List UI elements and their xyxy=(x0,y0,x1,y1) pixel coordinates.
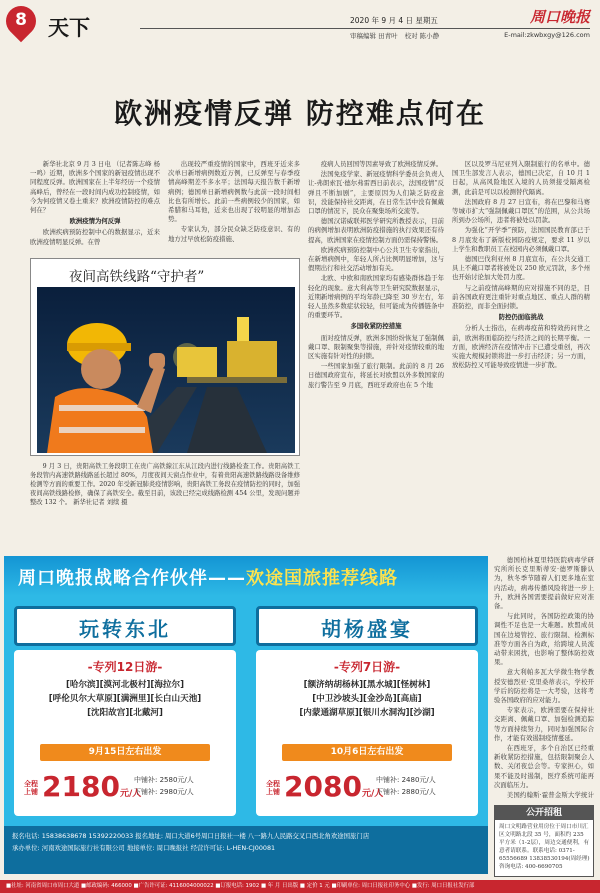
departure-date: 9月15日左右出发 xyxy=(40,744,210,761)
ad-contact-line: 报名电话: 15838638678 15392220033 报名地址: 周口大道6号周口日报社一楼 八一路九人民路交叉口西北角欢途国旅门店 xyxy=(12,832,370,840)
header-divider xyxy=(140,28,590,29)
page-footer: ■社址: 河南省周口市周口大道 ■邮政编码: 466000 ■广告许可证: 4116004000022 ■订报电话: 1902 ■ 年 月 日出版 ■ 定价 1 元 ■印刷单位: 周口日报社印务中心 ■发行: 周口日报社发行部 xyxy=(0,880,600,893)
issue-date: 2020 年 9 月 4 日 星期五 xyxy=(350,16,438,25)
page-number-badge xyxy=(6,6,36,44)
article-paragraph: 德国汉诺威联邦医学研究所教授表示，目前的病例增加表明欧洲防疫措施的执行效果还有待提高，欧洲国家在疫情控制方面仍需保持警惕。 xyxy=(308,217,444,244)
tour-destinations xyxy=(24,678,226,720)
article-paragraph: 德国巴伐利亚州 8 月底宣布，在公共交通工具上不戴口罩者将被处以 250 欧元罚款，多个州也开始讨论加大处罚力度。 xyxy=(452,255,590,282)
price-label: 全程上铺 xyxy=(24,780,38,796)
price-unit: 元/人 xyxy=(119,789,142,799)
price-value: 2080 xyxy=(284,770,362,803)
tour-card-body xyxy=(14,650,236,816)
destination-line: [内蒙通湖草原][银川水洞沟][沙湖] xyxy=(299,708,435,718)
article-column-2 xyxy=(168,160,300,256)
article-paragraph: 一些国家加强了旅行限制。此前的 8 月 26 日德国政府宣布，将延长对欧盟以外多数国家的旅行警告至 9 月底，西班牙政府也在 5 个地 xyxy=(308,362,444,389)
article-paragraph: 与此同时，各国防控政策的协调性不足也是一大难题。欧盟成员国在边境管控、旅行限制、检测标准等方面各自为政，给跨境人员流动带来困扰，也影响了整体防控效果。 xyxy=(494,612,594,667)
news-photo-frame xyxy=(30,258,300,456)
article-subheading: 多国收紧防控措施 xyxy=(350,322,402,331)
contact-email[interactable]: E-mail:zkwbxgy@126.com xyxy=(504,31,590,39)
rental-notice-title: 公开招租 xyxy=(495,806,593,820)
newspaper-logo: 周口晚报 xyxy=(529,8,590,26)
price-value: 2180 xyxy=(42,770,120,803)
tour-card-body xyxy=(256,650,478,816)
article-headline: 欧洲疫情反弹 防控难点何在 xyxy=(114,97,486,130)
tour-subtitle: -专列12日游- xyxy=(87,660,163,674)
ad-contact-footer xyxy=(4,826,488,874)
article-paragraph: 北欧、中欧和南欧国家均有感染群体趋于年轻化的现象。意大利高等卫生研究院数据显示，近期新增病例的平均年龄已降至 30 岁左右，年轻人虽然多数症状较轻，但可能成为传播链条中的重要环节。 xyxy=(308,274,444,320)
tour-destinations xyxy=(266,678,468,720)
ad-banner xyxy=(4,556,488,596)
article-subheading: 防控仍面临挑战 xyxy=(498,313,544,322)
destination-line: [呼伦贝尔大草原][满洲里][长白山天池] xyxy=(48,694,202,704)
article-paragraph: 面对疫情反弹，欧洲多国纷纷恢复了强制佩戴口罩、限制聚集等措施，并针对疫情较重的地区实施有针对性的封锁。 xyxy=(308,333,444,361)
article-paragraph: 法国免疫学家、新冠疫情科学委员会负责人让-弗朗索瓦·德尔弗雷西日前表示，法国疫情“反弹且不断加剧”，主要原因为人们缺乏防疫意识，没能保持社交距离，在日常生活中没有佩戴口罩的情况下，民众在聚集场所交流等。 xyxy=(308,170,444,216)
section-title: 天下 xyxy=(48,15,90,40)
tour-subtitle: -专列7日游- xyxy=(333,660,401,674)
credit-editor: 审稿编辑 田青叶 xyxy=(350,32,398,40)
editor-credits xyxy=(350,31,590,40)
article-column-5 xyxy=(494,556,594,800)
article-paragraph: 法国政府 8 月 27 日宣布，将在巴黎和马赛等城市扩大“强制佩戴口罩区”的范围，从公共场所到办公场所，违者将被处以罚款。 xyxy=(452,197,590,225)
article-paragraph: 美国约翰斯·霍普金斯大学统计 xyxy=(506,791,594,800)
ad-banner-title xyxy=(18,564,398,590)
article-paragraph: 专家认为，部分民众缺乏防疫意识、有的地方过早放松防疫措施、 xyxy=(168,225,300,243)
article-column-1 xyxy=(30,160,160,256)
tour-card-header xyxy=(256,606,478,646)
lower-berth-price: 下铺补: 2980元/人 xyxy=(134,788,194,796)
page-number: 8 xyxy=(15,10,27,30)
price-label: 全程上铺 xyxy=(266,780,280,796)
article-paragraph: 德国柏林夏里特医院病毒学研究所所长克里斯蒂安·德罗斯滕认为，秋冬季节随着人们更多地在室内活动，病毒传播风险将进一步上升，欧洲各国需要提前做好应对准备。 xyxy=(494,556,594,611)
destination-line: [哈尔滨][漠河北极村][海拉尔] xyxy=(65,680,185,690)
lower-berth-price: 下铺补: 2880元/人 xyxy=(376,788,436,796)
credit-proofreader: 校对 陈小静 xyxy=(404,32,440,40)
article-paragraph: 分析人士指出，在病毒疫苗和特效药问世之前，欧洲将面临防控与经济之间的长期平衡。一方面，欧洲经济在疫情冲击下已遭受重创，再次实施大规模封锁将进一步打击经济；另一方面，放松防控又可能导致疫情进一步扩散。 xyxy=(452,324,590,370)
tour-name: 玩转东北 xyxy=(79,617,171,641)
photo-caption: 9 月 3 日，贵阳高铁工务段职工在贵广高铁線江东从江段内进行线路检查工作。贵阳高铁工务段管内高速铁路线路延长超过 80%，月度夜间天窗点作业中，有着贵阳高速铁路线路设备维修检测等方面的重要工作。2020 年受新冠肺炎疫情影响，贵阳高铁工务段在疫情防控的同时，加强夜间高铁线路检修，确保了高铁安全。截至目前，该段已经完成线路检测 454 公里，发现问题并整改 132 个。 新华社记者 刘续 摄 xyxy=(30,463,300,506)
berth-surcharge xyxy=(134,774,194,798)
article-paragraph: 意大利帕多瓦大学微生物学教授安德烈亚·克里桑蒂表示，学校开学后的防控将是一大考验，这将考验各国政府的应对能力。 xyxy=(494,668,594,705)
price-unit: 元/人 xyxy=(361,789,384,799)
middle-berth-price: 中铺补: 2480元/人 xyxy=(376,776,436,784)
article-paragraph: 疫病人员回国等因素导致了欧洲疫情反弹。 xyxy=(320,160,443,168)
tour-card-populus xyxy=(256,606,478,816)
page-header xyxy=(0,0,600,60)
destination-line: [额济纳胡杨林][黑水城][怪树林] xyxy=(303,680,431,690)
article-column-4 xyxy=(452,160,590,552)
departure-date: 10月6日左右出发 xyxy=(282,744,452,761)
article-paragraph: 欧洲疾病预防控制中心的数据显示，近来欧洲疫情明显反弹。在曾 xyxy=(30,228,160,246)
travel-advertisement xyxy=(4,556,488,874)
article-paragraph: 区以及罗马尼亚列入限制旅行的名单中。德国卫生部发言人表示，德国已决定，自 10 月 1 日起，从高风险地区入境的人员须接受隔离检测，此前是可以以检测替代隔离。 xyxy=(452,160,590,196)
railway-worker-photo xyxy=(37,287,295,453)
destination-line: [中卫沙坡头][金沙岛][高庙] xyxy=(312,694,422,704)
article-paragraph: 专家表示，欧洲需要在保持社交距离、佩戴口罩、加强检测追踪等方面持续努力，同时加强国际合作，才能有效遏制疫情蔓延。 xyxy=(494,706,594,742)
article-paragraph: 新华社北京 9 月 3 日电 （记者陈志峰 杨一鸣）近期，欧洲多个国家的新冠疫情出现不同程度反弹。欧洲国家在上半年经历一个疫情高峰后，曾经在一段时间内成功控制疫情，如今为何疫情又卷土重来？欧洲疫情防控的难点何在？ xyxy=(30,160,160,215)
article-paragraph: 欧洲疾病预防控制中心公共卫生专家指出，在新增病例中，年轻人所占比例明显增加，这与假期出行和社交活动增加有关。 xyxy=(308,245,444,273)
photo-title: 夜间高铁线路“守护者” xyxy=(69,269,205,285)
rental-notice xyxy=(494,805,594,877)
tour-name: 胡杨盛宴 xyxy=(321,617,413,641)
rental-notice-body: 周口文明路营业用房位于周口市川汇区文明路北段 35 号，面积约 235 平方米（1-2层），周边交通便利，有意者请联系。联系电话: 0371-65556689 13838530194(周经理) 咨询电话: 400-6690705 xyxy=(499,824,590,870)
tour-price xyxy=(24,770,141,803)
article-paragraph: 为强化“开学季”预防，法国国民教育部已于 8 月底发布了新版校园防疫规定，要求 11 岁以上学生和教职员工在校园内必须佩戴口罩。 xyxy=(452,226,590,253)
berth-surcharge xyxy=(376,774,436,798)
tour-card-northeast xyxy=(14,606,236,816)
ad-banner-highlight: 欢途国旅推荐线路 xyxy=(246,568,398,589)
ad-banner-prefix: 周口晚报战略合作伙伴—— xyxy=(18,568,246,589)
tour-card-header xyxy=(14,606,236,646)
destination-line: [沈阳故宫][北戴河] xyxy=(87,708,163,718)
tour-price xyxy=(266,770,383,803)
article-paragraph: 与之前疫情高峰期的应对措施不同的是，目前各国政府更注重针对重点地区、重点人群的精准防控，而非全面封锁。 xyxy=(452,283,590,311)
article-paragraph: 在西班牙，多个自治区已经重新收紧防控措施，包括限制聚会人数、关闭夜总会等。专家担心，如果不能及时遏制，医疗系统可能再次面临压力。 xyxy=(494,744,594,789)
ad-organizer-line: 承办单位: 河南欢途国际旅行社有限公司 地接单位: 周口晚报社 经营许可证: L-HEN-CJ00081 xyxy=(12,844,276,852)
article-paragraph: 出现较严重疫情的国家中，西班牙近来多次单日新增病例数近万例，已反弹至与春季疫情高峰期差不多水平；法国每天报告数千新增病例；德国单日新增病例数与此前一段时间相比也有所增长。此前一些病例较少的国家，如希腊和马耳他，近来也出现了较明显的增加态势。 xyxy=(168,160,300,224)
middle-berth-price: 中铺补: 2580元/人 xyxy=(134,776,194,784)
article-column-3 xyxy=(308,160,444,552)
article-subheading: 欧洲疫情为何反弹 xyxy=(69,217,121,226)
